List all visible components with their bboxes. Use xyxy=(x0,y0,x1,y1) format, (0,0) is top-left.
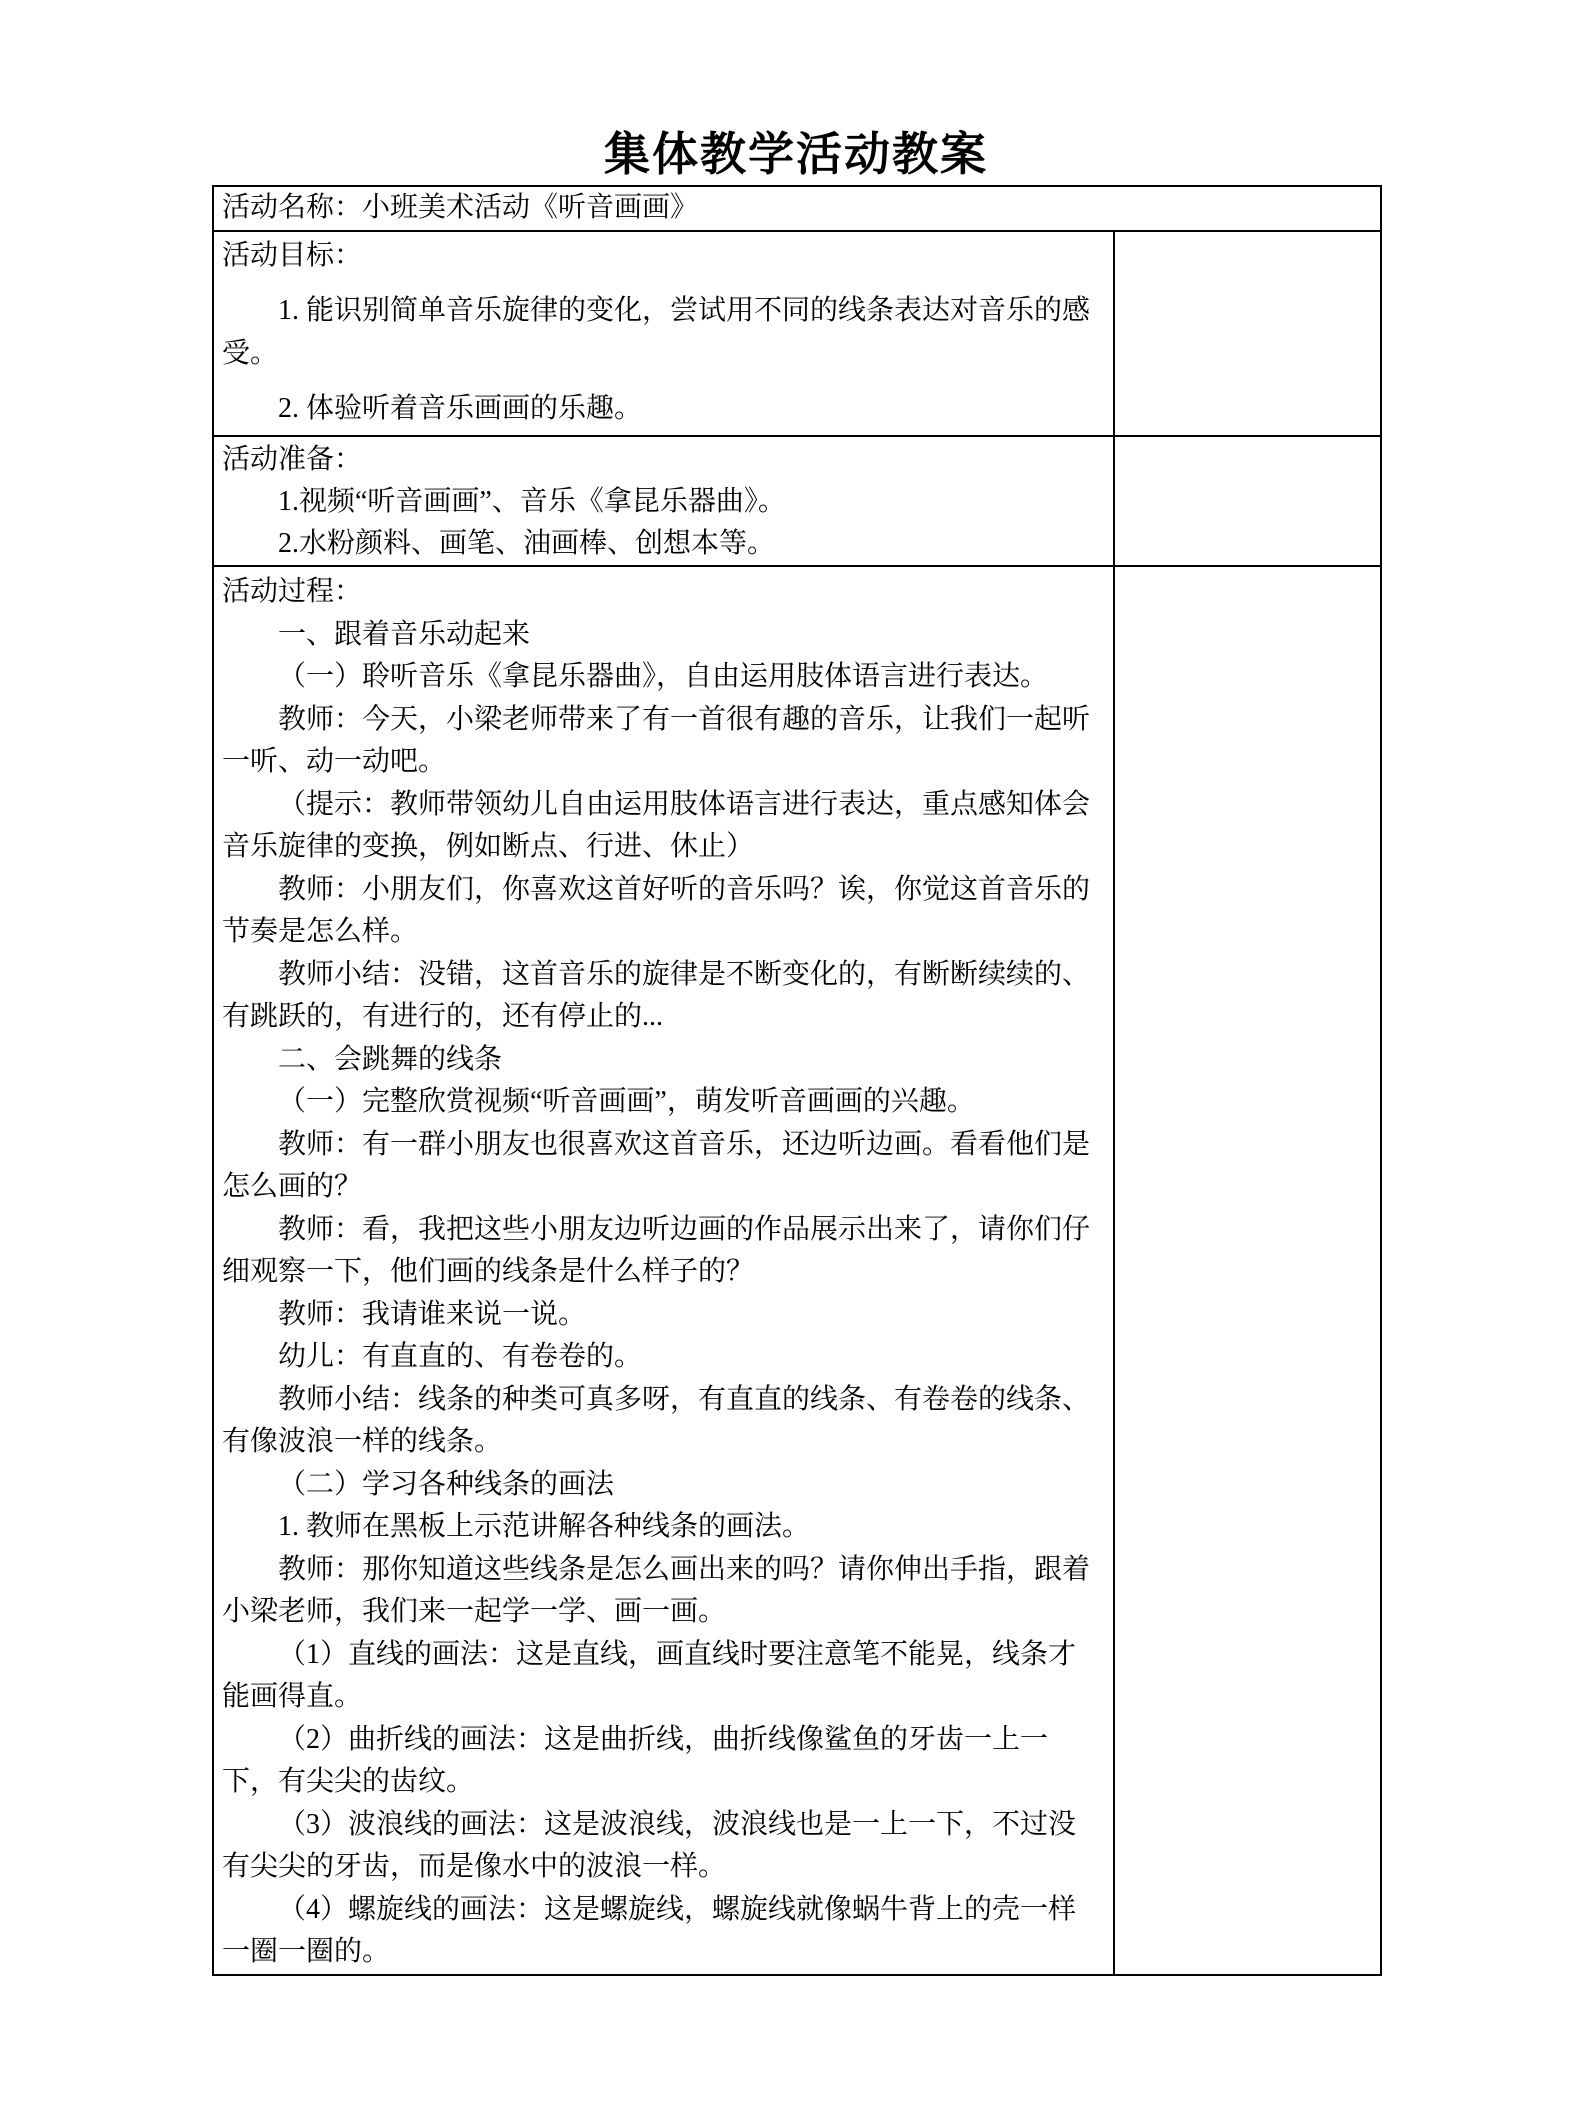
paragraph: 1. 能识别简单音乐旋律的变化，尝试用不同的线条表达对音乐的感受。 xyxy=(222,295,1091,369)
process-cell xyxy=(213,566,1114,1975)
activity-name-row xyxy=(213,186,1381,231)
preparation-row xyxy=(213,436,1381,566)
page-title: 集体教学活动教案 xyxy=(604,128,988,180)
process-row xyxy=(213,566,1381,1975)
preparation-paragraphs xyxy=(222,481,1103,565)
paragraph: 教师：有一群小朋友也很喜欢这首音乐，还边听边画。看看他们是怎么画的？ xyxy=(222,1128,1091,1202)
section-heading-process: 活动过程： xyxy=(222,576,363,607)
paragraph: （4）螺旋线的画法：这是螺旋线，螺旋线就像蜗牛背上的壳一样一圈一圈的。 xyxy=(222,1893,1077,1967)
paragraph: 教师：看，我把这些小朋友边听边画的作品展示出来了，请你们仔细观察一下，他们画的线条是什么样子的？ xyxy=(222,1213,1091,1287)
process-paragraphs xyxy=(222,614,1103,1974)
preparation-cell xyxy=(213,436,1114,566)
paragraph: （二）学习各种线条的画法 xyxy=(278,1468,615,1500)
section-heading-goals: 活动目标： xyxy=(222,240,363,271)
paragraph: 教师小结：没错，这首音乐的旋律是不断变化的，有断断续续的、有跳跃的，有进行的，还有停止的... xyxy=(222,958,1091,1032)
lesson-plan-table xyxy=(212,185,1382,1976)
paragraph: 1.视频“听音画画”、音乐《拿昆乐器曲》。 xyxy=(278,486,786,517)
activity-name-cell: 活动名称：小班美术活动《听音画画》 xyxy=(213,186,1381,231)
paragraph: 幼儿：有直直的、有卷卷的。 xyxy=(278,1341,643,1372)
remarks-cell-process xyxy=(1114,566,1381,1975)
paragraph: （3）波浪线的画法：这是波浪线，波浪线也是一上一下，不过没有尖尖的牙齿，而是像水中的波浪一样。 xyxy=(222,1808,1077,1882)
paragraph: （1）直线的画法：这是直线，画直线时要注意笔不能晃，线条才能画得直。 xyxy=(222,1638,1077,1712)
paragraph: 2.水粉颜料、画笔、油画棒、创想本等。 xyxy=(278,528,776,559)
paragraph: （提示：教师带领幼儿自由运用肢体语言进行表达，重点感知体会音乐旋律的变换，例如断点、行进、休止） xyxy=(222,788,1091,862)
paragraph: （2）曲折线的画法：这是曲折线，曲折线像鲨鱼的牙齿一上一下，有尖尖的齿纹。 xyxy=(222,1723,1049,1797)
paragraph: 1. 教师在黑板上示范讲解各种线条的画法。 xyxy=(278,1511,811,1542)
goals-cell xyxy=(213,231,1114,436)
paragraph: 二、会跳舞的线条 xyxy=(278,1043,503,1075)
remarks-cell-goals xyxy=(1114,231,1381,436)
paragraph: （一）聆听音乐《拿昆乐器曲》，自由运用肢体语言进行表达。 xyxy=(278,661,1049,692)
paragraph: 教师：那你知道这些线条是怎么画出来的吗？请你伸出手指，跟着小梁老师，我们来一起学一学、画一画。 xyxy=(222,1553,1091,1627)
paragraph: 一、跟着音乐动起来 xyxy=(278,618,531,650)
paragraph: 教师：我请谁来说一说。 xyxy=(278,1298,587,1330)
paragraph: 教师：小朋友们，你喜欢这首好听的音乐吗？诶，你觉这首音乐的节奏是怎么样。 xyxy=(222,873,1091,947)
paragraph: （一）完整欣赏视频“听音画画”，萌发听音画画的兴趣。 xyxy=(278,1086,975,1117)
remarks-cell-preparation xyxy=(1114,436,1381,566)
goals-paragraphs xyxy=(222,289,1103,430)
goals-row xyxy=(213,231,1381,436)
paragraph: 教师：今天，小梁老师带来了有一首很有趣的音乐，让我们一起听一听、动一动吧。 xyxy=(222,703,1091,777)
paragraph: 2. 体验听着音乐画画的乐趣。 xyxy=(278,393,643,424)
section-heading-preparation: 活动准备： xyxy=(222,444,363,475)
paragraph: 教师小结：线条的种类可真多呀，有直直的线条、有卷卷的线条、有像波浪一样的线条。 xyxy=(222,1383,1091,1457)
